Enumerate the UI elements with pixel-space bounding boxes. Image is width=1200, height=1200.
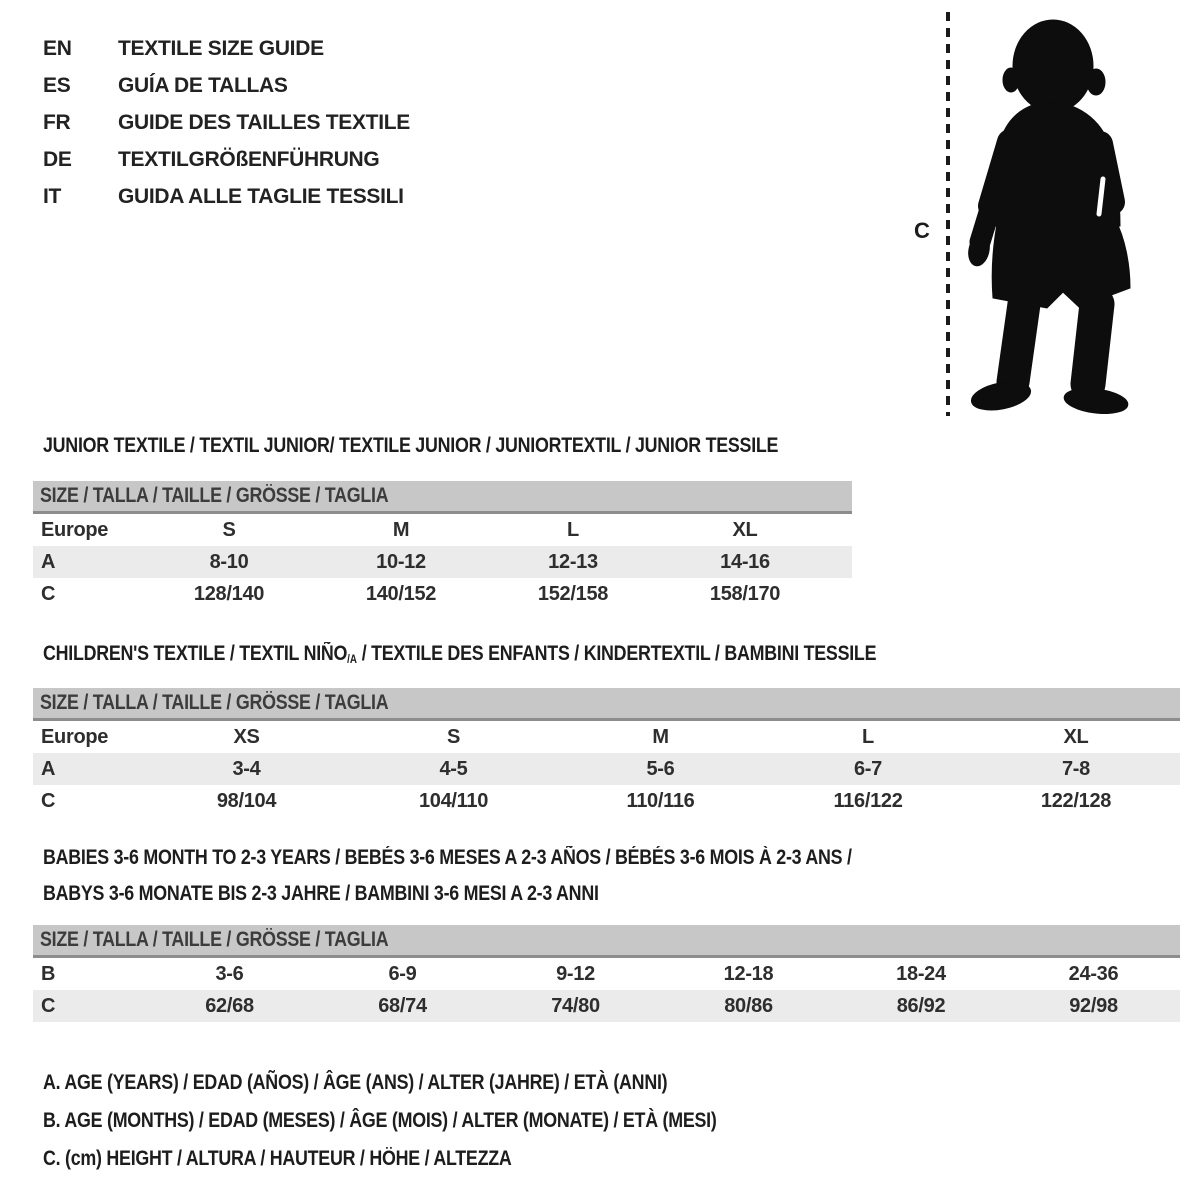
row-label-cell: C	[33, 990, 143, 1022]
children-size-table-wrap	[33, 688, 1180, 817]
legend	[43, 1064, 835, 1178]
size-cell: L	[862, 725, 874, 748]
language-title: TEXTILGRÖßENFÜHRUNG	[118, 147, 380, 171]
size-cell: S	[446, 725, 461, 748]
height-cell: 104/110	[418, 789, 489, 812]
age-cell: 12-18	[723, 962, 774, 985]
height-cell: 86/92	[835, 990, 1007, 1022]
height-cell: 68/74	[316, 990, 489, 1022]
toddler-silhouette-shapes	[966, 20, 1130, 414]
legend-text-c: C. (cm) HEIGHT / ALTURA / HAUTEUR / HÖHE / ALTEZZA	[43, 1147, 512, 1170]
size-header-label: SIZE / TALLA / TAILLE / GRÖSSE / TAGLIA	[40, 691, 389, 714]
table-row-height	[33, 785, 1180, 817]
height-cell: 116/122	[833, 789, 903, 812]
row-label-cell: A	[33, 546, 143, 578]
table-row-age-months	[33, 958, 1180, 990]
language-row-es	[43, 67, 410, 104]
children-heading-part2: / TEXTILE DES ENFANTS / KINDERTEXTIL / BAMBINI TESSILE	[357, 642, 877, 665]
filler-cell	[831, 578, 852, 610]
language-code: FR	[43, 110, 71, 134]
age-cell: 6-9	[388, 962, 417, 985]
language-title: GUIDA ALLE TAGLIE TESSILI	[118, 184, 404, 208]
height-cell: 122/128	[1040, 789, 1112, 812]
height-cell: 80/86	[662, 990, 835, 1022]
junior-heading-text: JUNIOR TEXTILE / TEXTIL JUNIOR/ TEXTILE JUNIOR / JUNIORTEXTIL / JUNIOR TESSILE	[43, 434, 779, 457]
junior-section-heading	[43, 428, 908, 464]
children-heading-part1: CHILDREN'S TEXTILE / TEXTIL NIÑO	[43, 642, 348, 665]
size-header-label: SIZE / TALLA / TAILLE / GRÖSSE / TAGLIA	[40, 484, 389, 507]
table-row-europe	[33, 721, 1180, 753]
height-cell: 98/104	[216, 789, 277, 812]
height-cell: 92/98	[1007, 990, 1180, 1022]
children-size-table	[33, 721, 1180, 817]
language-title-list	[43, 30, 410, 215]
toddler-silhouette-image	[960, 14, 1150, 414]
height-cell: 158/170	[709, 582, 781, 605]
height-cell: 152/158	[537, 582, 609, 605]
children-heading-subscript: /A	[347, 653, 358, 666]
junior-size-table-wrap	[33, 481, 852, 610]
table-row-age	[33, 753, 1180, 785]
size-header-label: SIZE / TALLA / TAILLE / GRÖSSE / TAGLIA	[40, 928, 389, 951]
age-cell: 8-10	[143, 546, 315, 578]
height-dashed-line	[944, 12, 952, 416]
age-cell: 9-12	[556, 962, 595, 985]
babies-heading-line2: BABYS 3-6 MONATE BIS 2-3 JAHRE / BAMBINI 3-6 MESI A 2-3 ANNI	[43, 882, 599, 905]
filler-cell	[831, 514, 852, 546]
babies-size-header-bar	[33, 925, 1180, 958]
age-cell: 5-6	[557, 753, 764, 785]
children-size-header-bar	[33, 688, 1180, 721]
language-code: EN	[43, 36, 72, 60]
size-cell: XL	[1063, 725, 1089, 748]
babies-size-table-wrap	[33, 925, 1180, 1022]
size-cell: XS	[233, 725, 260, 748]
age-cell: 3-6	[215, 962, 244, 985]
size-cell: XL	[732, 518, 758, 541]
row-label-cell: C	[41, 789, 56, 812]
table-row-height	[33, 990, 1180, 1022]
age-cell: 7-8	[972, 753, 1180, 785]
junior-size-table	[33, 514, 852, 610]
age-cell: 4-5	[350, 753, 557, 785]
language-row-it	[43, 178, 410, 215]
age-cell: 6-7	[764, 753, 972, 785]
row-label-cell: Europe	[41, 518, 109, 541]
size-cell: M	[652, 725, 669, 748]
age-cell: 12-13	[487, 546, 659, 578]
language-code: IT	[43, 184, 62, 208]
junior-size-header-bar	[33, 481, 852, 514]
filler-cell	[831, 546, 852, 578]
language-title: GUIDE DES TAILLES TEXTILE	[118, 110, 410, 134]
height-cell: 110/116	[626, 789, 695, 812]
height-cell: 74/80	[489, 990, 662, 1022]
row-label-cell: B	[41, 962, 56, 985]
legend-text-b: B. AGE (MONTHS) / EDAD (MESES) / ÂGE (MOIS) / ALTER (MONATE) / ETÀ (MESI)	[43, 1109, 717, 1132]
table-row-height	[33, 578, 852, 610]
size-cell: S	[222, 518, 236, 541]
legend-text-a: A. AGE (YEARS) / EDAD (AÑOS) / ÂGE (ANS) / ALTER (JAHRE) / ETÀ (ANNI)	[43, 1071, 668, 1094]
babies-size-table	[33, 958, 1180, 1022]
size-cell: L	[567, 518, 579, 541]
row-label-cell: A	[33, 753, 143, 785]
language-code: ES	[43, 73, 71, 97]
age-cell: 18-24	[896, 962, 946, 985]
babies-heading-line1: BABIES 3-6 MONTH TO 2-3 YEARS / BEBÉS 3-6 MESES A 2-3 AÑOS / BÉBÉS 3-6 MOIS À 2-3 ANS /	[43, 846, 852, 869]
row-label-cell: C	[41, 582, 56, 605]
language-row-fr	[43, 104, 410, 141]
children-heading-text	[43, 636, 876, 678]
height-cell: 140/152	[365, 582, 437, 605]
legend-line-c	[43, 1140, 835, 1178]
table-row-age	[33, 546, 852, 578]
legend-line-b	[43, 1102, 835, 1140]
babies-section-heading	[43, 840, 994, 912]
age-cell: 3-4	[143, 753, 350, 785]
age-cell: 24-36	[1068, 962, 1119, 985]
height-cell: 62/68	[143, 990, 316, 1022]
age-cell: 10-12	[315, 546, 487, 578]
size-cell: M	[392, 518, 410, 541]
language-row-en	[43, 30, 410, 67]
legend-line-a	[43, 1064, 835, 1102]
row-label-cell: Europe	[41, 725, 109, 748]
height-marker-label: C	[914, 218, 930, 243]
table-row-europe	[33, 514, 852, 546]
language-title: TEXTILE SIZE GUIDE	[118, 36, 324, 60]
language-title: GUÍA DE TALLAS	[118, 73, 288, 97]
language-row-de	[43, 141, 410, 178]
children-section-heading	[43, 636, 1023, 678]
language-code: DE	[43, 147, 72, 171]
age-cell: 14-16	[659, 546, 831, 578]
height-cell: 128/140	[193, 582, 265, 605]
